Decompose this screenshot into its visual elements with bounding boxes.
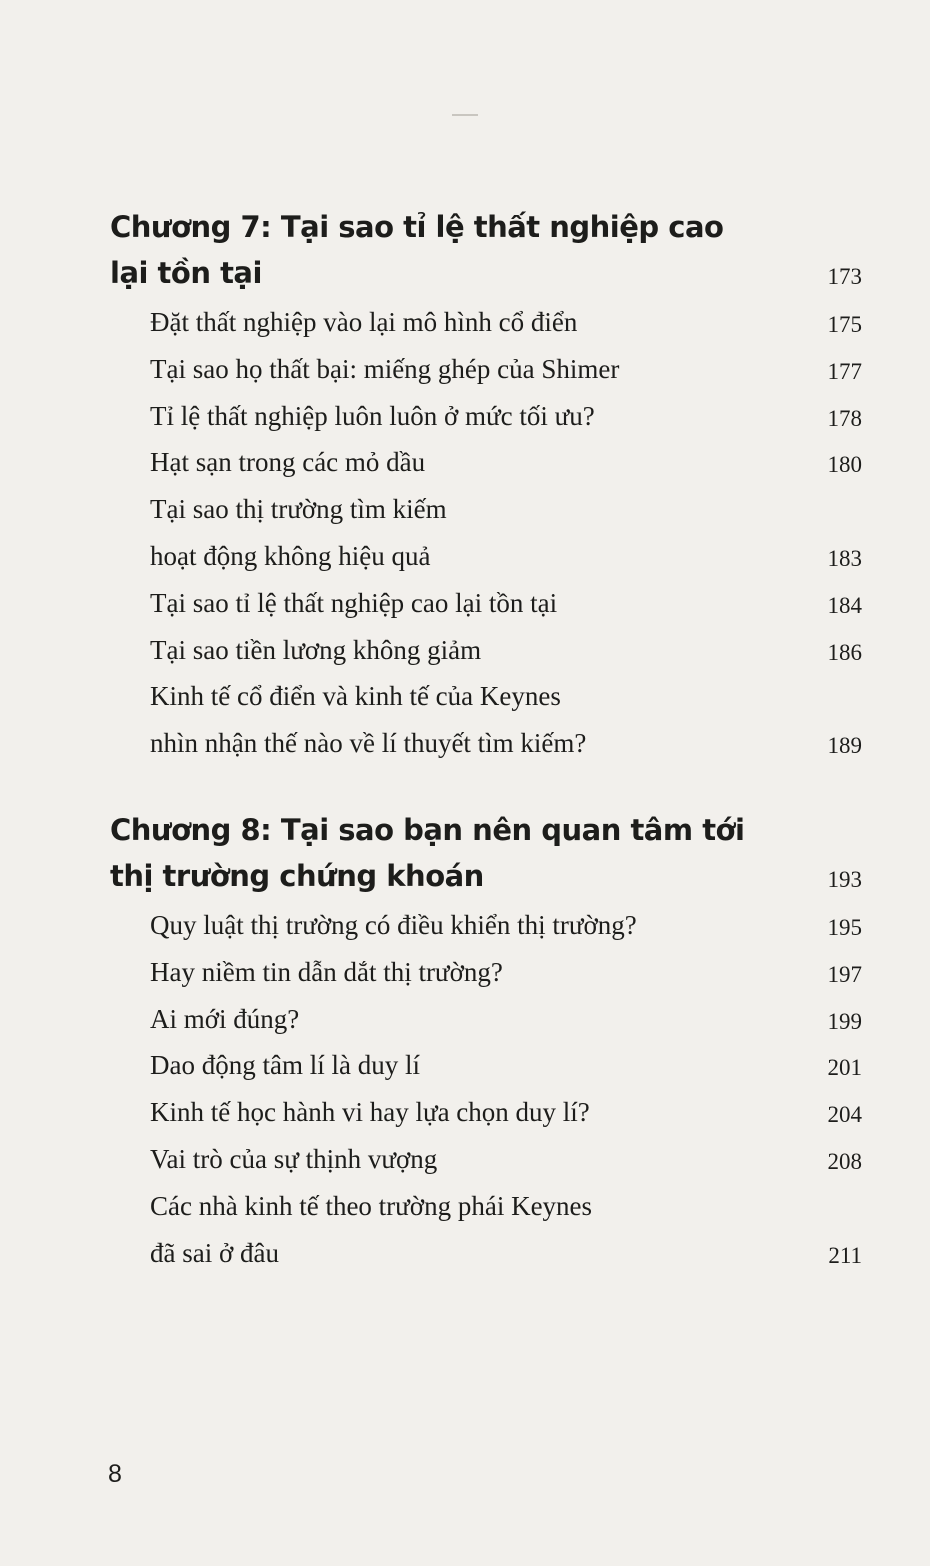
toc-entry-page: 199 <box>827 1008 862 1034</box>
toc-entry-page: 177 <box>827 358 862 384</box>
toc-entry <box>150 580 862 627</box>
toc-entry <box>150 627 862 674</box>
toc-entry-title: Hay niềm tin dẫn dắt thị trường? <box>150 956 503 987</box>
toc-entry-title: Kinh tế cổ điển và kinh tế của Keynes <box>150 681 561 712</box>
toc-entry <box>150 533 862 580</box>
toc-entry-title: nhìn nhận thế nào về lí thuyết tìm kiếm? <box>150 728 587 759</box>
toc-entry-page: 197 <box>827 961 862 987</box>
toc-entry-title: Ai mới đúng? <box>150 1003 300 1034</box>
chapter-title-line: Chương 8: Tại sao bạn nên quan tâm tới <box>110 813 745 847</box>
toc-entry <box>150 902 862 949</box>
toc-entry-title: đã sai ở đâu <box>150 1237 279 1268</box>
toc-entry-page: 201 <box>827 1055 862 1081</box>
chapter-title-line: Chương 7: Tại sao tỉ lệ thất nghiệp cao <box>110 210 724 244</box>
chapter-8-heading <box>110 807 870 899</box>
chapter-7-heading <box>110 204 870 296</box>
toc-entry-page: 204 <box>827 1102 862 1128</box>
chapter-page-number: 173 <box>827 264 862 289</box>
toc-entry-title: Vai trò của sự thịnh vượng <box>150 1143 438 1174</box>
toc-entry-title: Dao động tâm lí là duy lí <box>150 1050 420 1081</box>
toc-entry-title: Tại sao họ thất bại: miếng ghép của Shimer <box>150 353 620 384</box>
toc-entry-title: Tại sao tiền lương không giảm <box>150 634 482 665</box>
toc-entry-title: Kinh tế học hành vi hay lựa chọn duy lí? <box>150 1097 590 1128</box>
chapter-title-line-with-page <box>110 250 870 296</box>
toc-entry-title: Các nhà kinh tế theo trường phái Keynes <box>150 1190 593 1221</box>
chapter-title-line: thị trường chứng khoán <box>110 859 484 893</box>
toc-entry <box>150 439 862 486</box>
toc-entry-title: Đặt thất nghiệp vào lại mô hình cổ điển <box>150 307 578 337</box>
toc-entry <box>150 346 862 393</box>
toc-entry-page: 208 <box>827 1148 862 1174</box>
toc-entry <box>150 949 862 996</box>
toc-entry-page: 175 <box>827 312 862 337</box>
toc-entry-page: 211 <box>828 1242 862 1268</box>
toc-entry-title: Tại sao thị trường tìm kiếm <box>150 494 447 525</box>
toc-entry-title: hoạt động không hiệu quả <box>150 540 431 571</box>
chapter-title-line-with-page <box>110 853 870 899</box>
toc-entry-title: Tỉ lệ thất nghiệp luôn luôn ở mức tối ưu? <box>150 400 595 431</box>
toc-entry-title: Quy luật thị trường có điều khiển thị trường? <box>150 910 637 940</box>
toc-entry-page: 186 <box>827 639 862 665</box>
page-number: 8 <box>108 1460 122 1488</box>
toc-entry <box>150 486 862 533</box>
print-mark <box>452 114 478 116</box>
toc-entry <box>150 673 862 720</box>
toc-entry <box>150 299 862 346</box>
toc-entry-page: 195 <box>827 915 862 940</box>
toc-entry-page: 180 <box>827 452 862 478</box>
toc-entry <box>150 1230 862 1277</box>
toc-entry-page: 184 <box>827 592 862 618</box>
toc-entry <box>150 996 862 1043</box>
toc-entry-title: Hạt sạn trong các mỏ dầu <box>150 447 426 478</box>
toc-entry <box>150 1042 862 1089</box>
chapter-page-number: 193 <box>827 867 862 892</box>
chapter-title-line: lại tồn tại <box>110 256 262 290</box>
toc-entry <box>150 1183 862 1230</box>
toc-entry <box>150 720 862 767</box>
toc-entry-page: 178 <box>827 405 862 431</box>
chapter-8-entries <box>150 902 862 1276</box>
toc-entry <box>150 1089 862 1136</box>
toc-entry-page: 183 <box>827 545 862 571</box>
toc-entry-page: 189 <box>827 733 862 759</box>
toc-entry <box>150 1136 862 1183</box>
toc-entry <box>150 393 862 440</box>
chapter-7-entries <box>150 299 862 767</box>
toc-entry-title: Tại sao tỉ lệ thất nghiệp cao lại tồn tại <box>150 587 558 618</box>
